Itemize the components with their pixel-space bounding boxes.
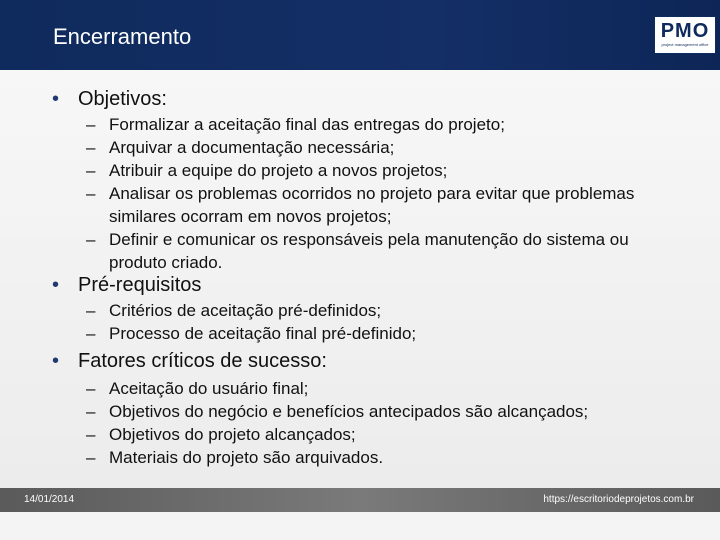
slide-title: Encerramento xyxy=(53,24,192,49)
dash-marker: – xyxy=(86,448,96,467)
section-bullet: • xyxy=(52,88,60,110)
dash-marker: – xyxy=(86,184,96,203)
list-item-text: Objetivos do negócio e benefícios antecipados são alcançados; xyxy=(109,402,589,421)
dash-marker: – xyxy=(86,324,96,343)
list-item-text: Definir e comunicar os responsáveis pela manutenção do sistema ou produto criado. xyxy=(109,230,629,272)
logo-subtext: project management office xyxy=(661,42,709,47)
dash-marker: – xyxy=(86,402,96,421)
list-item-text: Analisar os problemas ocorridos no projeto para evitar que problemas similares ocorram em novos projetos; xyxy=(109,184,635,226)
dash-marker: – xyxy=(86,425,96,444)
list-item-text: Aceitação do usuário final; xyxy=(109,379,309,398)
dash-marker: – xyxy=(86,379,96,398)
dash-marker: – xyxy=(86,301,96,320)
list-item-text: Materiais do projeto são arquivados. xyxy=(109,448,384,467)
dash-marker: – xyxy=(86,138,96,157)
dash-marker: – xyxy=(86,230,96,249)
list-item-text: Critérios de aceitação pré-definidos; xyxy=(109,301,382,320)
section-title: Fatores críticos de sucesso: xyxy=(78,350,327,372)
logo-text: PMO xyxy=(660,20,710,42)
footer-bar xyxy=(0,488,720,512)
section-bullet: • xyxy=(52,350,60,372)
section-title: Objetivos: xyxy=(78,88,167,110)
section-title: Pré-requisitos xyxy=(78,274,202,296)
dash-marker: – xyxy=(86,161,96,180)
slide-header xyxy=(0,0,720,70)
pmo-logo xyxy=(654,16,716,54)
dash-marker: – xyxy=(86,115,96,134)
footer-url: https://escritoriodeprojetos.com.br xyxy=(543,494,694,505)
list-item-text: Processo de aceitação final pré-definido; xyxy=(109,324,417,343)
list-item-text: Formalizar a aceitação final das entregas do projeto; xyxy=(109,115,505,134)
list-item-text: Objetivos do projeto alcançados; xyxy=(109,425,356,444)
footer-date: 14/01/2014 xyxy=(24,494,75,505)
list-item-text: Atribuir a equipe do projeto a novos projetos; xyxy=(109,161,448,180)
slide-content xyxy=(0,70,720,488)
list-item-text: Arquivar a documentação necessária; xyxy=(109,138,395,157)
section-bullet: • xyxy=(52,274,60,296)
slide-footer xyxy=(0,488,720,540)
